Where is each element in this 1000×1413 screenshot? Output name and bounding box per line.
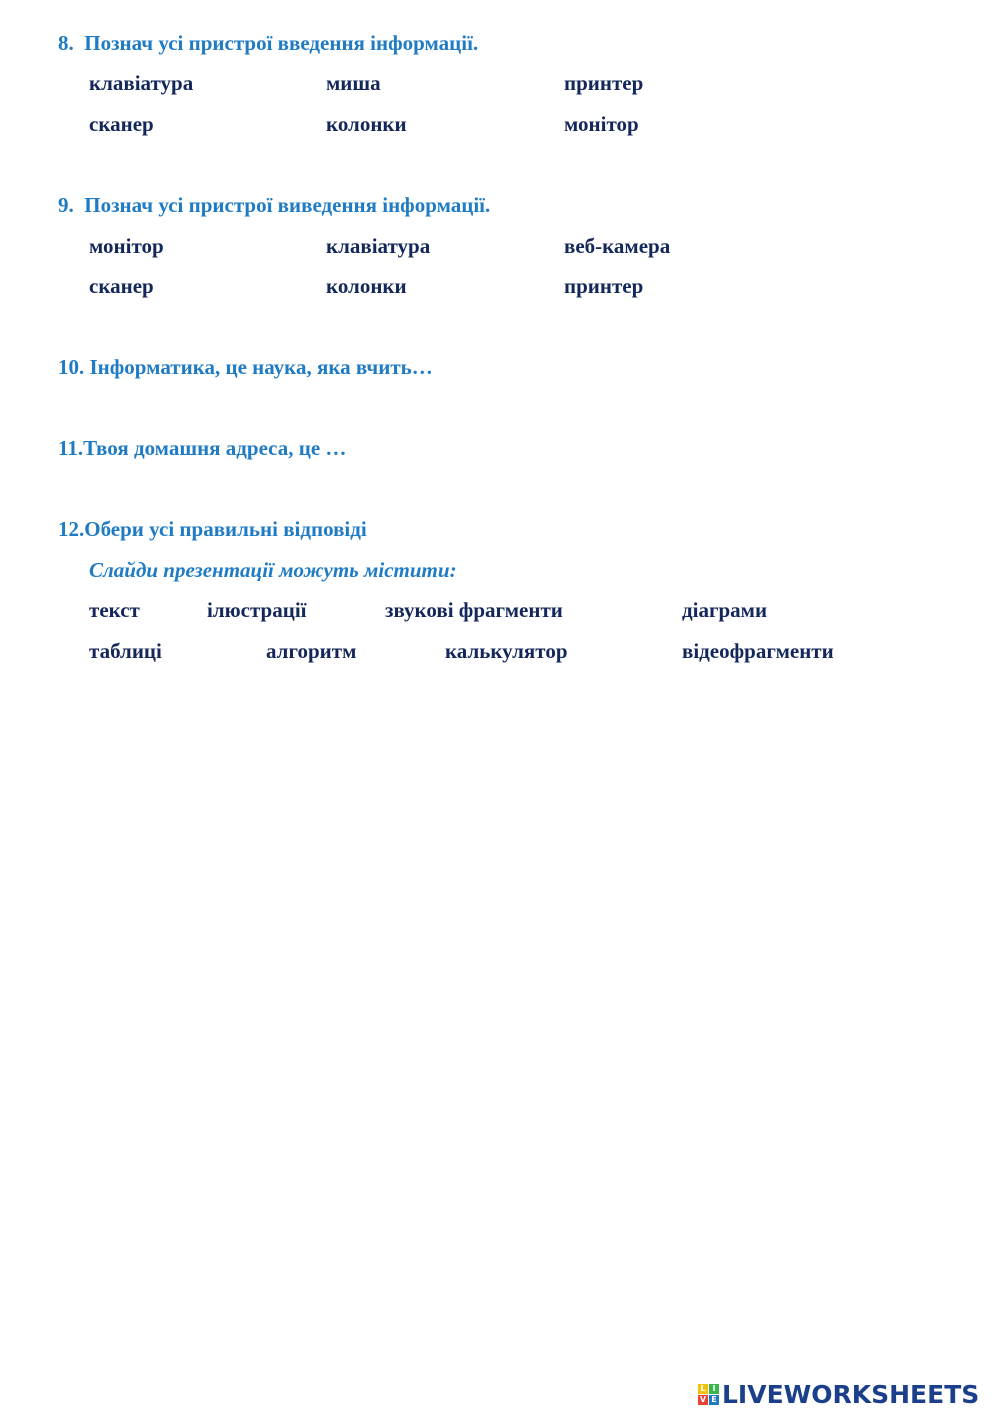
question-12-subtitle: Слайди презентації можуть містити: (89, 558, 457, 582)
question-9-title (58, 193, 490, 217)
option-q9-4[interactable]: сканер (89, 274, 154, 298)
option-q12-1[interactable]: текст (89, 598, 140, 622)
option-q12-8[interactable]: відеофрагменти (682, 639, 834, 663)
option-q12-4[interactable]: діаграми (682, 598, 768, 622)
question-9-text: Познач усі пристрої виведення інформації. (84, 193, 491, 217)
logo-icon-letter-v: V (699, 1394, 707, 1404)
option-q12-5[interactable]: таблиці (89, 639, 162, 663)
option-q12-6[interactable]: алгоритм (266, 639, 357, 663)
option-q9-6[interactable]: принтер (564, 274, 644, 298)
question-9-number: 9. (58, 193, 74, 217)
option-q12-7[interactable]: калькулятор (445, 639, 568, 663)
liveworksheets-logo-text: LIVEWORKSHEETS (722, 1379, 980, 1409)
option-q9-1[interactable]: монітор (89, 234, 164, 258)
question-8-number: 8. (58, 31, 74, 55)
option-q8-4[interactable]: сканер (89, 112, 154, 136)
option-q8-6[interactable]: монітор (564, 112, 639, 136)
logo-icon-letter-i: I (709, 1384, 719, 1394)
logo-icon-letter-l: L (698, 1384, 708, 1394)
question-12-title: 12.Обери усі правильні відповіді (58, 517, 367, 541)
question-8-text: Познач усі пристрої введення інформації. (84, 31, 479, 55)
question-10-title: 10. Інформатика, це наука, яка вчить… (58, 355, 433, 379)
question-11-title: 11.Твоя домашня адреса, це … (58, 436, 347, 460)
logo-icon-letter-e: E (709, 1395, 719, 1405)
question-8-title (58, 31, 478, 55)
option-q12-3[interactable]: звукові фрагменти (385, 598, 563, 622)
option-q8-3[interactable]: принтер (564, 71, 644, 95)
liveworksheets-logo-icon (698, 1384, 719, 1405)
option-q9-2[interactable]: клавіатура (326, 234, 431, 258)
option-q9-3[interactable]: веб-камера (564, 234, 671, 258)
option-q9-5[interactable]: колонки (326, 274, 407, 298)
option-q8-1[interactable]: клавіатура (89, 71, 194, 95)
liveworksheets-logo (698, 1380, 979, 1408)
option-q8-2[interactable]: миша (326, 71, 381, 95)
option-q8-5[interactable]: колонки (326, 112, 407, 136)
option-q12-2[interactable]: ілюстрації (207, 598, 307, 622)
